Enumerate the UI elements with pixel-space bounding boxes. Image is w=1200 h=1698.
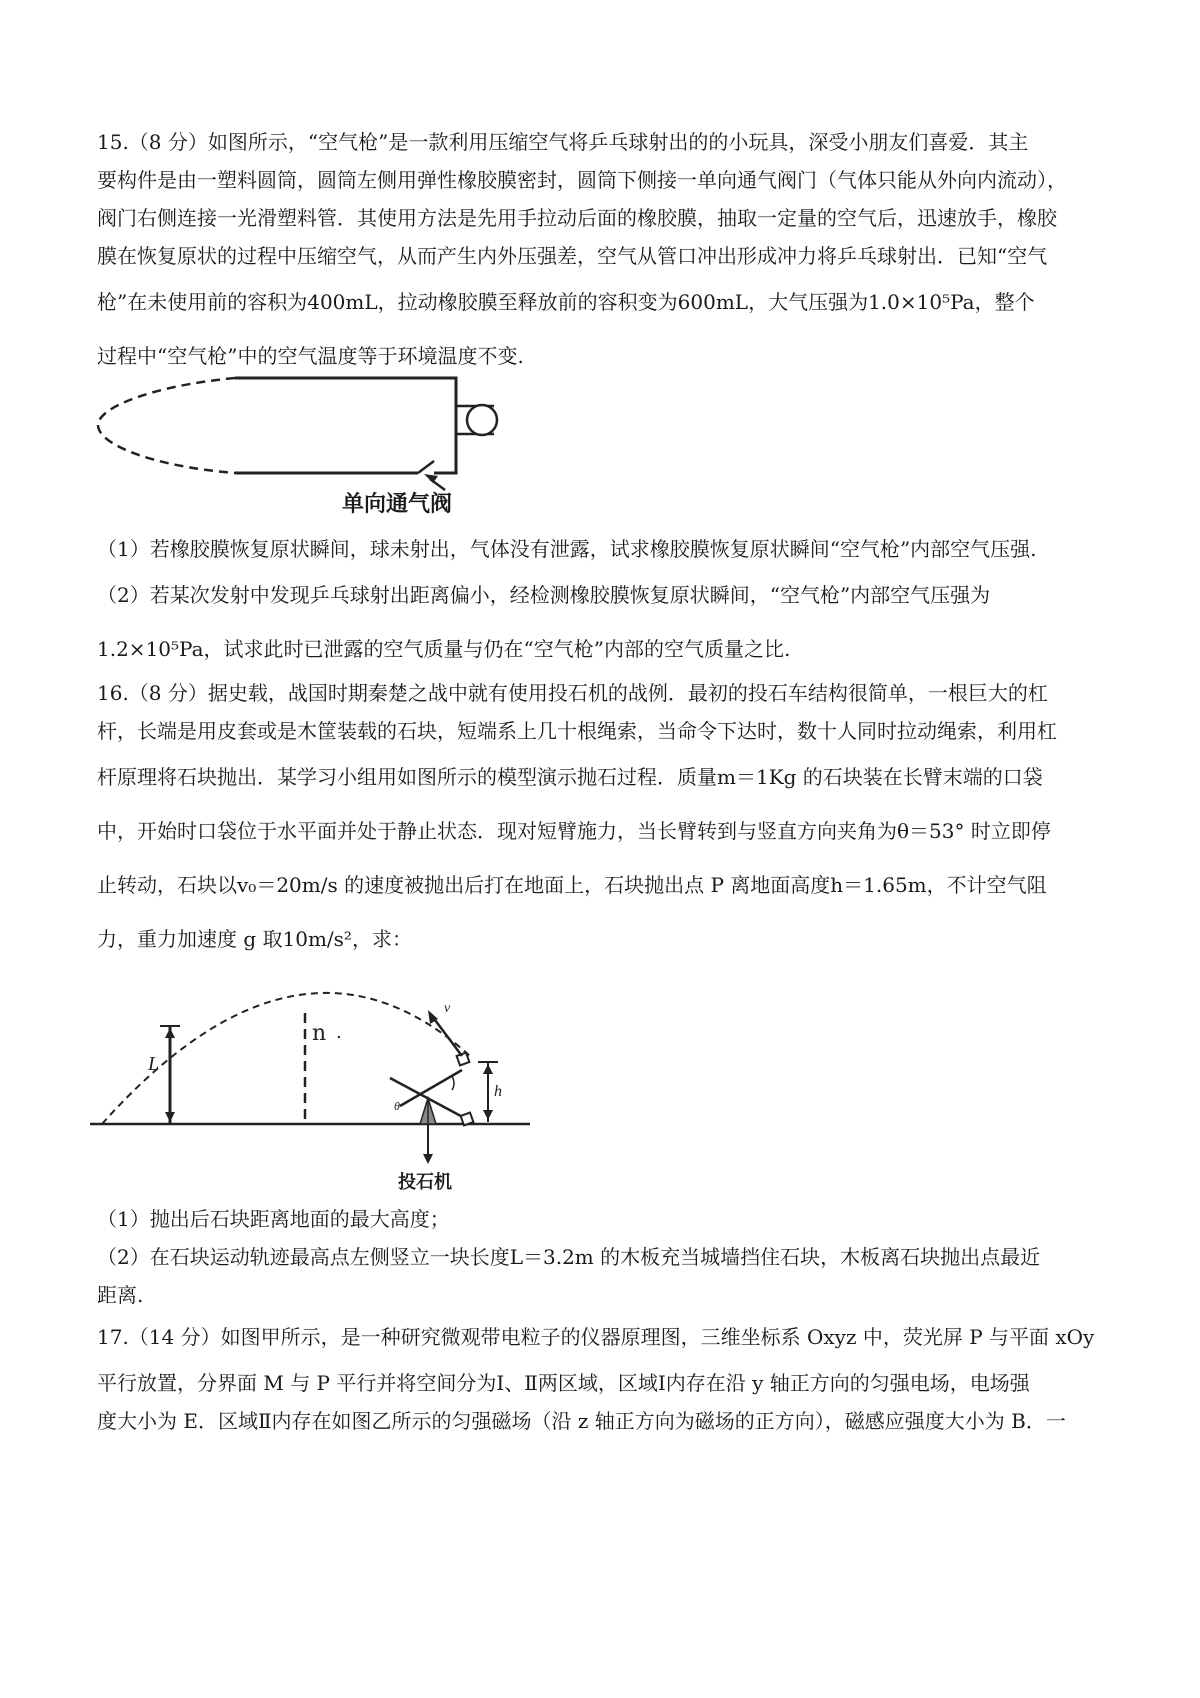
q15-sub-2: （2）若某次发射中发现乒乓球射出距离偏小，经检测橡胶膜恢复原状瞬间，“空气枪”内部空气压强为 bbox=[97, 583, 991, 607]
q15-line: 要构件是由一塑料圆筒，圆筒左侧用弹性橡胶膜密封，圆筒下侧接一单向通气阀门（气体只能从外向内流动）， bbox=[97, 168, 1067, 192]
valve-pointer-arrowhead bbox=[424, 474, 438, 483]
q16-sub-2-cont: 距离. bbox=[97, 1283, 144, 1307]
label-n: n bbox=[312, 1021, 327, 1046]
q17-text bbox=[97, 1310, 1103, 1440]
velocity-vector bbox=[432, 1016, 462, 1056]
catapult-label: 投石机 bbox=[398, 1172, 452, 1193]
ping-pong-ball bbox=[467, 405, 497, 435]
svg-text:.: . bbox=[336, 1022, 342, 1043]
q15-line: 过程中“空气枪”中的空气温度等于环境温度不变. bbox=[97, 344, 524, 368]
q16-text bbox=[97, 674, 1103, 966]
q15-line: 枪”在未使用前的容积为400mL，拉动橡胶膜至释放前的容积变为600mL，大气压强为1.0×10⁵Pa，整个 bbox=[97, 290, 1035, 314]
q16-line: 止转动，石块以v₀＝20m/s 的速度被抛出后打在地面上，石块抛出点 P 离地面高度h＝1.65m，不计空气阻 bbox=[97, 873, 1047, 897]
q16-line: 杆原理将石块抛出．某学习小组用如图所示的模型演示抛石过程．质量m＝1Kg 的石块装在长臂末端的口袋 bbox=[97, 765, 1043, 789]
q17-line: 17.（14 分）如图甲所示，是一种研究微观带电粒子的仪器原理图，三维坐标系 Oxyz 中，荧光屏 P 与平面 xOy bbox=[97, 1325, 1095, 1349]
label-L: L bbox=[148, 1053, 160, 1075]
label-theta: θ bbox=[394, 1099, 400, 1113]
q15-line: 15.（8 分）如图所示，“空气枪”是一款利用压缩空气将乒乓球射出的的小玩具，深受小朋友们喜爱．其主 bbox=[97, 130, 1029, 154]
stone-launch-box bbox=[457, 1053, 470, 1066]
q16-line: 中，开始时口袋位于水平面并处于静止状态．现对短臂施力，当长臂转到与竖直方向夹角为θ＝53° 时立即停 bbox=[97, 819, 1051, 843]
q16-line: 16.（8 分）据史载，战国时期秦楚之战中就有使用投石机的战例．最初的投石车结构很简单，一根巨大的杠 bbox=[97, 681, 1048, 705]
q16-line: 杆，长端是用皮套或是木筐装载的石块，短端系上几十根绳索，当命令下达时，数十人同时拉动绳索，利用杠 bbox=[97, 719, 1057, 743]
q15-text bbox=[97, 123, 1103, 383]
q17-line: 平行放置，分界面 M 与 P 平行并将空间分为Ⅰ、Ⅱ两区域，区域Ⅰ内存在沿 y 轴正方向的匀强电场，电场强 bbox=[97, 1371, 1030, 1395]
valve-label: 单向通气阀 bbox=[342, 492, 453, 517]
rubber-membrane bbox=[98, 378, 235, 473]
q16-sub-2: （2）在石块运动轨迹最高点左侧竖立一块长度L＝3.2m 的木板充当城墙挡住石块，木板离石块抛出点最近 bbox=[97, 1245, 1041, 1269]
short-arm-box bbox=[461, 1113, 474, 1126]
q15-subquestions bbox=[97, 530, 1103, 676]
label-h: h bbox=[494, 1083, 502, 1100]
one-way-valve-flap bbox=[418, 461, 434, 473]
q15-line: 膜在恢复原状的过程中压缩空气，从而产生内外压强差，空气从管口冲出形成冲力将乒乓球射出．已知“空气 bbox=[97, 244, 1048, 268]
q16-subquestions bbox=[97, 1200, 1103, 1314]
q16-line: 力，重力加速度 g 取10m/s²，求： bbox=[97, 927, 412, 951]
cylinder-body bbox=[235, 378, 456, 473]
air-gun-figure bbox=[90, 368, 530, 528]
catapult-figure bbox=[90, 1001, 550, 1218]
q15-sub-1: （1）若橡胶膜恢复原状瞬间，球未射出，气体没有泄露，试求橡胶膜恢复原状瞬间“空气枪”内部空气压强. bbox=[97, 537, 1037, 561]
q16-sub-1: （1）抛出后石块距离地面的最大高度； bbox=[97, 1207, 450, 1231]
q17-line: 度大小为 E．区域Ⅱ内存在如图乙所示的匀强磁场（沿 z 轴正方向为磁场的正方向），磁感应强度大小为 B．一 bbox=[97, 1409, 1066, 1433]
q15-sub-2-cont: 1.2×10⁵Pa，试求此时已泄露的空气质量与仍在“空气枪”内部的空气质量之比. bbox=[97, 637, 791, 661]
q15-line: 阀门右侧连接一光滑塑料管．其使用方法是先用手拉动后面的橡胶膜，抽取一定量的空气后，迅速放手，橡胶 bbox=[97, 206, 1057, 230]
label-v: v bbox=[444, 1001, 451, 1016]
